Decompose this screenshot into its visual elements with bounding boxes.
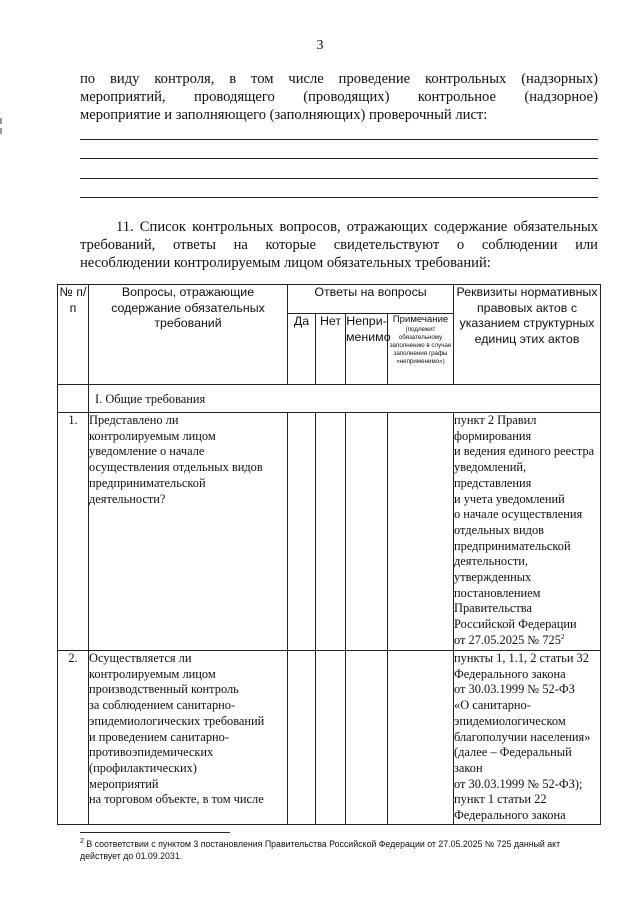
header-questions: Вопросы, отражающие содержание обязательных требований (89, 285, 288, 385)
row-reference (454, 413, 601, 651)
header-requisites: Реквизиты нормативных правовых актов с указанием структурных единиц этих актов (454, 285, 601, 385)
table-row (58, 651, 601, 825)
footnote-text: В соответствии с пунктом 3 постановления Правительства Российской Федерации от 27.05.2025 № 725 данный акт действует до 01.09.2031. (80, 839, 561, 861)
fill-line (80, 139, 598, 140)
header-note: Примечание (392, 314, 449, 325)
answer-no-cell[interactable] (316, 413, 346, 651)
row-question: Представлено ли контролируемым лицом уведомление о начале осуществления отдельных видов предпринимательской деятельности? (89, 413, 288, 651)
header-not-applicable: Непри- менимо (346, 314, 388, 385)
row-reference-text: пункт 2 Правил формирования и ведения единого реестра уведомлений, представления и учета уведомлений о начале осуществления отдельных видов предпринимательской деятельности, утвержденных постановлением Правительства Российской Федерации от 27.05.2025 № 725 (454, 413, 595, 647)
table-row (58, 413, 601, 651)
row-reference-text: пункты 1, 1.1, 2 статьи 32 Федерального закона от 30.03.1999 № 52-ФЗ «О санитарно- эпидемиологическом благополучии населения» (далее – Федеральный закон от 30.03.1999 № 52-ФЗ); пункт 1 статьи 22 Федерального закона (454, 651, 591, 823)
answer-yes-cell[interactable] (288, 651, 316, 825)
section-line: 11. Список контрольных вопросов, отражающих содержание обязательных (116, 219, 598, 235)
footnote-mark: 2 (80, 838, 84, 846)
section-paragraph (80, 218, 598, 272)
row-num: 2. (58, 651, 89, 825)
header-answers: Ответы на вопросы (288, 285, 454, 314)
header-note-cell (388, 314, 454, 385)
footnote-divider (80, 832, 230, 833)
answer-no-cell[interactable] (316, 651, 346, 825)
row-question: Осуществляется ли контролируемым лицом производственный контроль за соблюдением санитарно- эпидемиологических требований и проведением санитарно- противоэпидемических (профилактических) мероприятий на торговом объекте, в том числе (89, 651, 288, 825)
answer-yes-cell[interactable] (288, 413, 316, 651)
row-num: 1. (58, 413, 89, 651)
checklist-table (57, 284, 601, 825)
page-number: 3 (316, 38, 324, 53)
section-num-cell (58, 385, 89, 413)
fill-line (80, 197, 598, 198)
fill-line (80, 178, 598, 179)
row-reference (454, 651, 601, 825)
header-yes: Да (288, 314, 316, 385)
fill-line (80, 158, 598, 159)
header-num: № п/п (58, 285, 89, 385)
intro-line: по виду контроля, в том числе проведение контрольных (надзорных) (80, 71, 598, 87)
answer-na-cell[interactable] (346, 651, 388, 825)
answer-note-cell[interactable] (388, 413, 454, 651)
section-title: I. Общие требования (89, 385, 601, 413)
answer-na-cell[interactable] (346, 413, 388, 651)
scan-edge-mark (0, 128, 2, 134)
intro-paragraph (80, 70, 598, 124)
answer-note-cell[interactable] (388, 651, 454, 825)
section-line: требований, ответы на которые свидетельствуют о соблюдении или (80, 237, 598, 253)
intro-line: мероприятий, проводящего (проводящих) контрольное (надзорное) (80, 89, 598, 105)
header-note-detail: (подлежит обязательному заполнению в случае заполнения графы «неприменимо») (389, 326, 452, 365)
scan-edge-mark (0, 118, 2, 124)
section-line: несоблюдении контролируемым лицом обязательных требований: (80, 255, 491, 271)
intro-line: мероприятие и заполняющего (заполняющих) проверочный лист: (80, 107, 488, 123)
footnote-ref: 2 (560, 632, 565, 641)
header-no: Нет (316, 314, 346, 385)
footnote (80, 838, 600, 862)
